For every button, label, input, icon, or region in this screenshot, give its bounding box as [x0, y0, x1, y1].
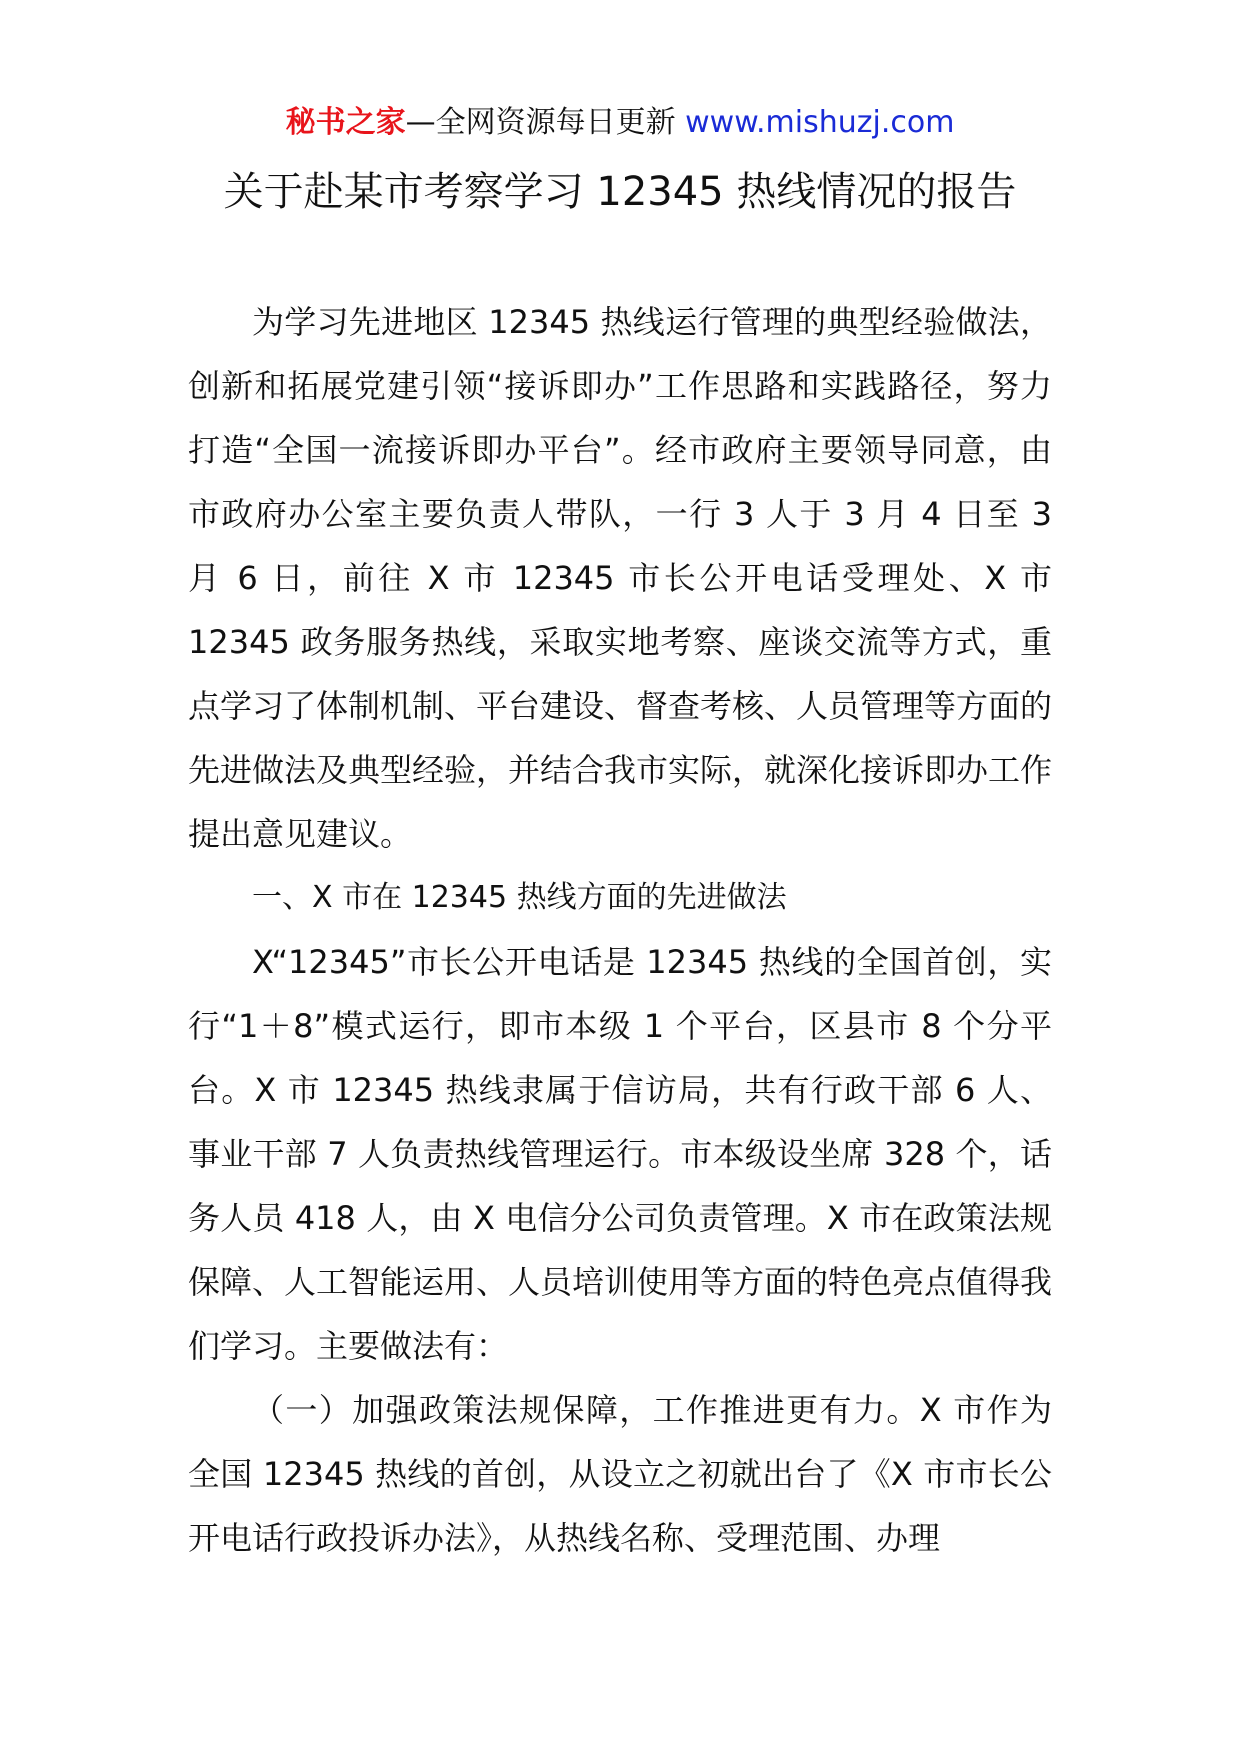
site-url-link[interactable]: www.mishuzj.com [685, 105, 955, 140]
paragraph-intro: 为学习先进地区 12345 热线运行管理的典型经验做法，创新和拓展党建引领“接诉即办”工作思路和实践路径，努力打造“全国一流接诉即办平台”。经市政府主要领导同意，由市政府办公室主要负责人带队，一行 3 人于 3 月 4 日至 3 月 6 日，前往 X 市 12345 市长公开电话受理处、X 市 12345 政务服务热线，采取实地考察、座谈交流等方式，重点学习了体制机制、平台建设、督查考核、人员管理等方面的先进做法及典型经验，并结合我市实际，就深化接诉即办工作提出意见建议。 [188, 303, 1053, 853]
section-heading-1: 一、X 市在 12345 热线方面的先进做法 [252, 880, 787, 915]
site-brand: 秘书之家 [285, 105, 406, 140]
site-tagline: —全网资源每日更新 [405, 105, 686, 140]
paragraph-overview: X“12345”市长公开电话是 12345 热线的全国首创，实行“1＋8”模式运行，即市本级 1 个平台，区县市 8 个分平台。X 市 12345 热线隶属于信访局，共有行政干部 6 人、事业干部 7 人负责热线管理运行。市本级设坐席 328 个，话务人员 418 人，由 X 电信分公司负责管理。X 市在政策法规保障、人工智能运用、人员培训使用等方面的特色亮点值得我们学习。主要做法有： [188, 943, 1053, 1365]
document-title: 关于赴某市考察学习 12345 热线情况的报告 [223, 169, 1017, 215]
document-body [188, 290, 1052, 1570]
paragraph-subsection-1: （一）加强政策法规保障，工作推进更有力。X 市作为全国 12345 热线的首创，从设立之初就出台了《X 市市长公开电话行政投诉办法》，从热线名称、受理范围、办理 [188, 1391, 1052, 1557]
site-header [0, 103, 1240, 143]
